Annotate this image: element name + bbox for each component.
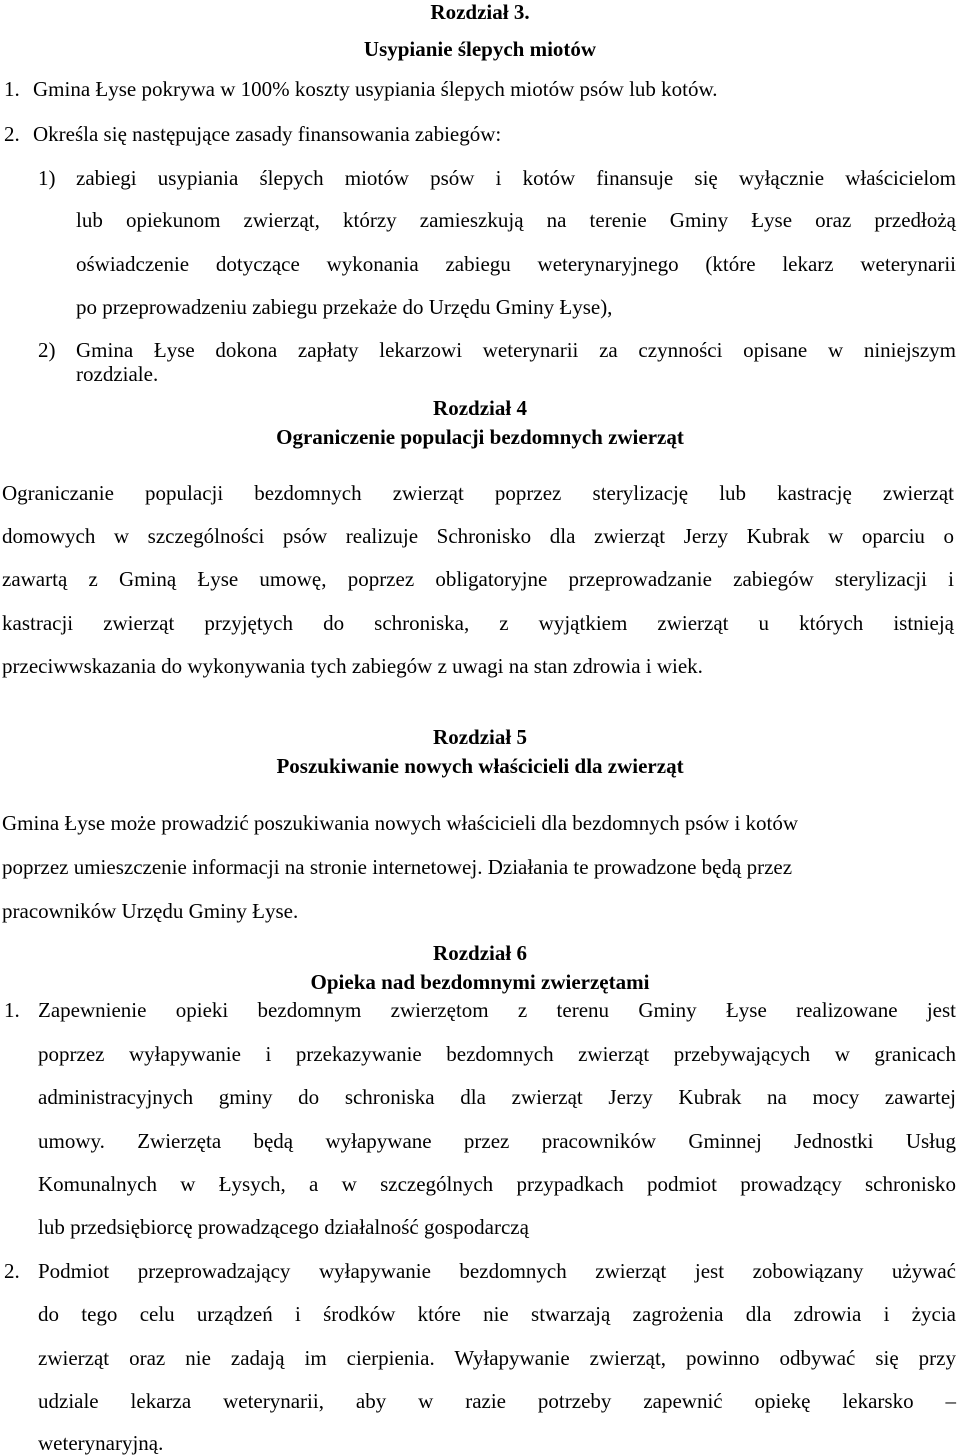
chapter-5-subtitle: Poszukiwanie nowych właścicieli dla zwierząt <box>276 754 684 778</box>
ch3-item-1-line: lub opiekunom zwierząt, którzy zamieszkują na terenie Gminy Łyse oraz przedłożą <box>76 208 956 232</box>
ch6-para-1-number: 1. <box>4 998 20 1022</box>
ch3-para-2-text: Określa się następujące zasady finansowania zabiegów: <box>33 122 502 146</box>
chapter-4-title: Rozdział 4 <box>433 396 527 420</box>
ch4-paragraph-line: Ograniczanie populacji bezdomnych zwierząt poprzez sterylizację lub kastrację zwierząt <box>2 481 954 505</box>
ch4-paragraph-line: kastracji zwierząt przyjętych do schroniska, z wyjątkiem zwierząt u których istnieją <box>2 611 954 635</box>
ch3-item-2-line: Gmina Łyse dokona zapłaty lekarzowi weterynarii za czynności opisane w niniejszym <box>76 338 956 362</box>
chapter-6-subtitle: Opieka nad bezdomnymi zwierzętami <box>310 970 650 994</box>
ch3-para-1-number: 1. <box>4 77 20 101</box>
chapter-3-title: Rozdział 3. <box>430 0 530 24</box>
ch3-item-1-line: oświadczenie dotyczące wykonania zabiegu weterynaryjnego (które lekarz weterynarii <box>76 252 956 276</box>
ch6-para-1-line: administracyjnych gminy do schroniska dla zwierząt Jerzy Kubrak na mocy zawartej <box>38 1085 956 1109</box>
chapter-6-title: Rozdział 6 <box>433 941 527 965</box>
ch6-para-2-line: zwierząt oraz nie zadają im cierpienia. Wyłapywanie zwierząt, powinno odbywać się przy <box>38 1346 956 1370</box>
ch6-para-1-line: poprzez wyłapywanie i przekazywanie bezdomnych zwierząt przebywających w granicach <box>38 1042 956 1066</box>
ch4-paragraph-line: domowych w szczególności psów realizuje Schronisko dla zwierząt Jerzy Kubrak w oparciu o <box>2 524 954 548</box>
ch4-paragraph-line: przeciwwskazania do wykonywania tych zabiegów z uwagi na stan zdrowia i wiek. <box>2 654 703 678</box>
ch3-item-1-number: 1) <box>38 166 56 190</box>
ch6-para-1-line: lub przedsiębiorcę prowadzącego działalność gospodarczą <box>38 1215 529 1239</box>
ch3-item-1-line: zabiegi usypiania ślepych miotów psów i kotów finansuje się wyłącznie właścicielom <box>76 166 956 190</box>
ch5-paragraph-line: poprzez umieszczenie informacji na stronie internetowej. Działania te prowadzone będą przez <box>2 855 793 879</box>
chapter-4-subtitle: Ograniczenie populacji bezdomnych zwierząt <box>276 425 684 449</box>
ch3-item-2-line: rozdziale. <box>76 362 159 386</box>
ch6-para-1-line: Komunalnych w Łysych, a w szczególnych przypadkach podmiot prowadzący schronisko <box>38 1172 956 1196</box>
ch5-paragraph-line: Gmina Łyse może prowadzić poszukiwania nowych właścicieli dla bezdomnych psów i kotów <box>2 811 799 835</box>
ch5-paragraph-line: pracowników Urzędu Gminy Łyse. <box>2 899 299 923</box>
ch6-para-2-line: weterynaryjną. <box>38 1431 164 1455</box>
ch6-para-2-line: do tego celu urządzeń i środków które nie stwarzają zagrożenia dla zdrowia i życia <box>38 1302 956 1326</box>
ch3-para-1-text: Gmina Łyse pokrywa w 100% koszty usypiania ślepych miotów psów lub kotów. <box>33 77 718 101</box>
ch3-item-2-number: 2) <box>38 338 56 362</box>
ch3-item-1-line: po przeprowadzeniu zabiegu przekaże do Urzędu Gminy Łyse), <box>76 295 613 319</box>
ch6-para-1-line: Zapewnienie opieki bezdomnym zwierzętom z terenu Gminy Łyse realizowane jest <box>38 998 956 1022</box>
ch6-para-2-line: Podmiot przeprowadzający wyłapywanie bezdomnych zwierząt jest zobowiązany używać <box>38 1259 956 1283</box>
chapter-3-subtitle: Usypianie ślepych miotów <box>363 37 597 61</box>
ch3-para-2-number: 2. <box>4 122 20 146</box>
ch6-para-1-line: umowy. Zwierzęta będą wyłapywane przez pracowników Gminnej Jednostki Usług <box>38 1129 956 1153</box>
ch4-paragraph-line: zawartą z Gminą Łyse umowę, poprzez obligatoryjne przeprowadzanie zabiegów sterylizacji i <box>2 567 954 591</box>
ch6-para-2-number: 2. <box>4 1259 20 1283</box>
ch6-para-2-line: udziale lekarza weterynarii, aby w razie potrzeby zapewnić opiekę lekarsko – <box>38 1389 956 1413</box>
chapter-5-title: Rozdział 5 <box>433 725 527 749</box>
